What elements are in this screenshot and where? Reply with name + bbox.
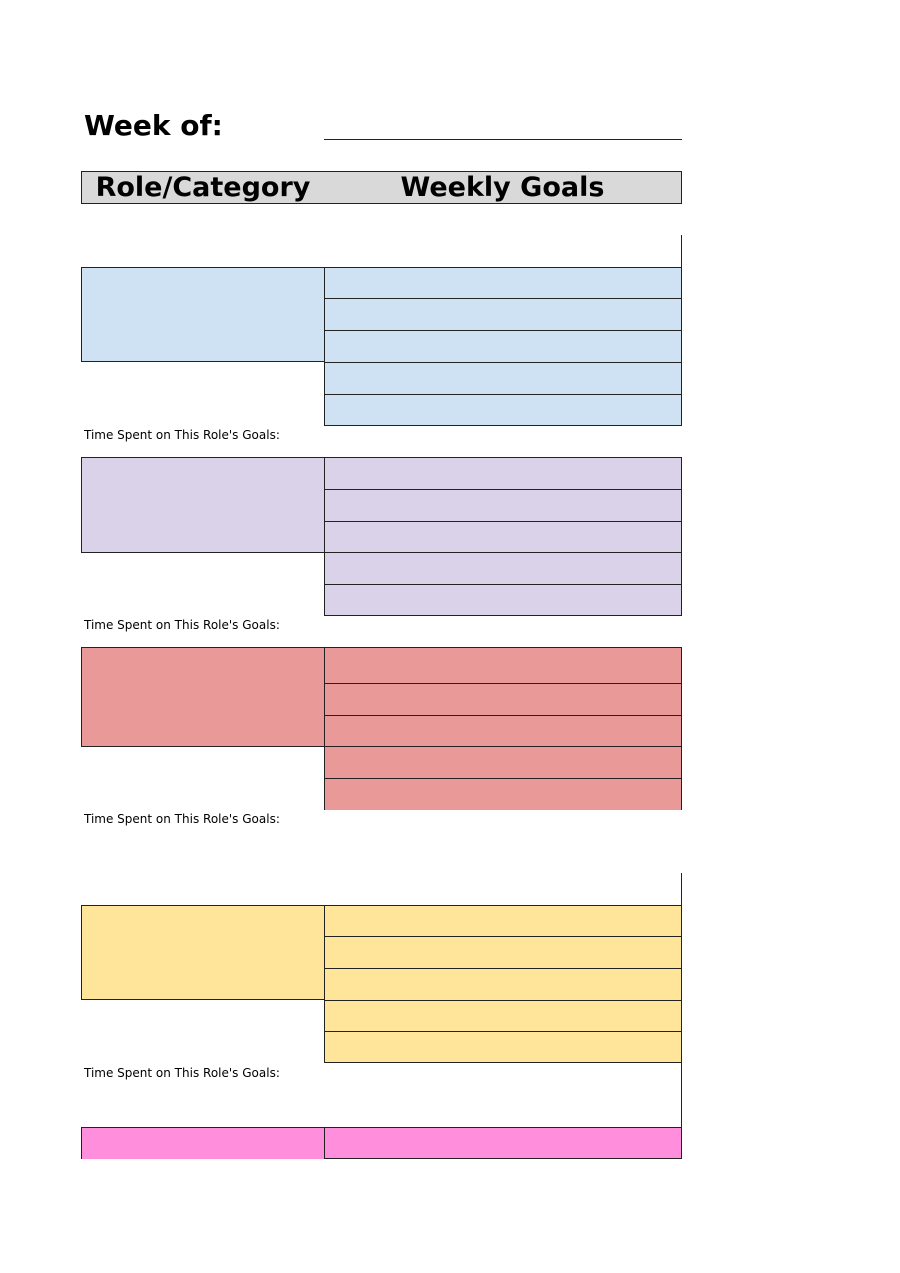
role-1-time-spent-label: Time Spent on This Role's Goals: (84, 428, 280, 442)
role-1-goal-4[interactable] (324, 362, 682, 395)
role-2-goal-1[interactable] (324, 457, 682, 490)
role-3-time-spent-label: Time Spent on This Role's Goals: (84, 812, 280, 826)
role-2-goal-3[interactable] (324, 521, 682, 553)
role-1-goal-1[interactable] (324, 267, 682, 299)
role-4-goal-5[interactable] (324, 1031, 682, 1063)
role-3-goal-5[interactable] (324, 778, 682, 810)
role-4-goal-1[interactable] (324, 905, 682, 937)
role-3-goal-4[interactable] (324, 746, 682, 779)
divider-line (681, 235, 682, 268)
role-4-goal-4[interactable] (324, 1000, 682, 1032)
role-3-goal-3[interactable] (324, 715, 682, 747)
weekly-goals-header: Weekly Goals (324, 171, 682, 204)
role-1-goal-5[interactable] (324, 394, 682, 426)
role-2-goal-4[interactable] (324, 552, 682, 585)
role-2-name-cell[interactable] (81, 457, 325, 553)
role-category-header: Role/Category (81, 171, 325, 204)
role-3-name-cell[interactable] (81, 647, 325, 747)
role-1-goal-3[interactable] (324, 330, 682, 363)
role-2-goal-2[interactable] (324, 489, 682, 522)
role-3-goal-1[interactable] (324, 647, 682, 684)
role-5-goal-1[interactable] (324, 1127, 682, 1159)
role-1-goal-2[interactable] (324, 298, 682, 331)
week-of-field[interactable] (324, 139, 682, 140)
role-5-name-cell[interactable] (81, 1127, 325, 1159)
role-4-goal-3[interactable] (324, 968, 682, 1001)
role-4-name-cell[interactable] (81, 905, 325, 1000)
role-2-goal-5[interactable] (324, 584, 682, 616)
week-of-label: Week of: (84, 109, 223, 142)
divider-line (681, 1062, 682, 1128)
divider-line (681, 873, 682, 906)
role-3-goal-2[interactable] (324, 683, 682, 716)
role-2-time-spent-label: Time Spent on This Role's Goals: (84, 618, 280, 632)
role-4-goal-2[interactable] (324, 936, 682, 969)
role-4-time-spent-label: Time Spent on This Role's Goals: (84, 1066, 280, 1080)
role-1-name-cell[interactable] (81, 267, 325, 362)
